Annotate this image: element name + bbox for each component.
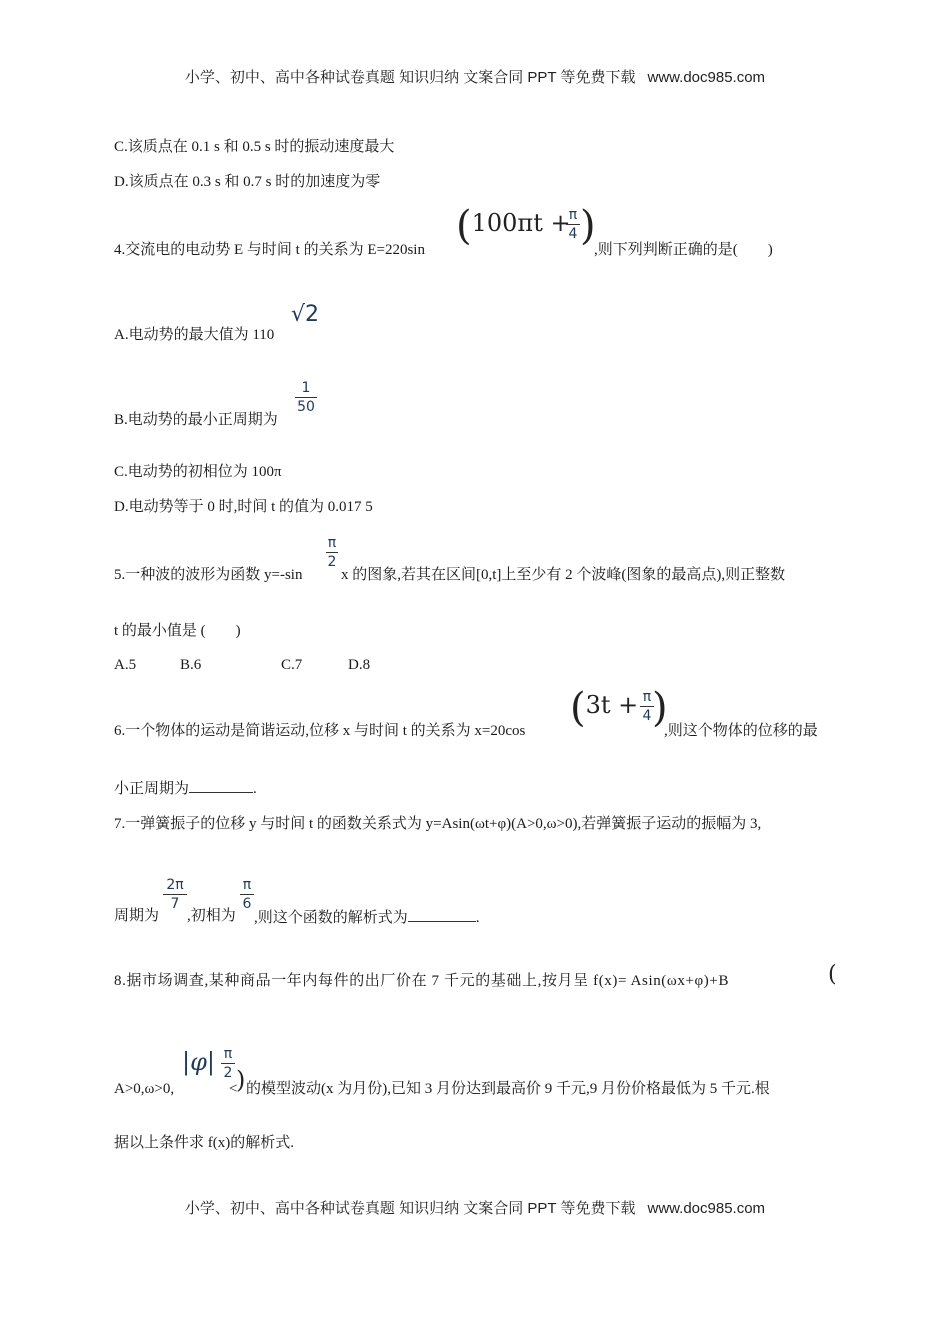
q6-formula: (3t + (570, 685, 639, 731)
q5-stem-post: x 的图象,若其在区间[0,t]上至少有 2 个波峰(图象的最高点),则正整数 (341, 567, 786, 583)
q7-line2-b: ,初相为 (187, 908, 236, 924)
q5-option-d: D.8 (348, 657, 371, 673)
q4-option-a: A.电动势的最大值为 110 (114, 327, 275, 343)
header-text: 小学、初中、高中各种试卷真题 知识归纳 文案合同 PPT 等免费下载 (184, 69, 636, 86)
q6-answer-blank[interactable] (189, 778, 253, 793)
q5-line2: t 的最小值是 ( ) (114, 623, 241, 639)
q3-option-d: D.该质点在 0.3 s 和 0.7 s 时的加速度为零 (114, 174, 381, 190)
q6-stem-pre: 6.一个物体的运动是简谐运动,位移 x 与时间 t 的关系为 x=20cos (114, 723, 526, 739)
q4-formula-fraction: π 4 (566, 208, 580, 241)
q7-phase-fraction: π 6 (240, 878, 254, 911)
q8-abs-phi: |φ| (182, 1048, 215, 1076)
q4-close-paren: ) (580, 203, 596, 249)
q8-lt: < (229, 1081, 238, 1097)
q4-stem-post: ,则下列判断正确的是( ) (594, 242, 773, 258)
q8-line2-a: A>0,ω>0, (114, 1081, 175, 1097)
q4-option-a-sqrt: √2 (291, 302, 320, 327)
header-url: www.doc985.com (647, 69, 766, 86)
q4-option-b-fraction: 1 50 (295, 381, 317, 414)
page-footer (0, 1197, 950, 1218)
q5-fraction: π 2 (327, 535, 337, 570)
q7-period-fraction: 2π 7 (163, 878, 187, 911)
q6-close-paren: ) (652, 685, 668, 731)
q4-formula-main: 100πt + (471, 209, 571, 237)
q6-formula-fraction: π 4 (640, 690, 654, 723)
q7-answer-blank[interactable] (408, 907, 476, 922)
page-header (0, 66, 950, 87)
q3-option-c: C.该质点在 0.1 s 和 0.5 s 时的振动速度最大 (114, 139, 395, 155)
q6-formula-main: 3t + (585, 691, 639, 719)
q4-option-c: C.电动势的初相位为 100π (114, 464, 282, 480)
q8-line2-b: 的模型波动(x 为月份),已知 3 月份达到最高价 9 千元,9 月份价格最低为 5 千元.根 (246, 1081, 770, 1097)
q7-line2: 周期为 (114, 908, 160, 924)
footer-url: www.doc985.com (647, 1200, 766, 1217)
q7-line1: 7.一弹簧振子的位移 y 与时间 t 的函数关系式为 y=Asin(ωt+φ)(A>0,ω>0),若弹簧振子运动的振幅为 3, (114, 816, 762, 832)
q5-stem-pre: 5.一种波的波形为函数 y=-sin (114, 567, 303, 583)
q8-line3: 据以上条件求 f(x)的解析式. (114, 1135, 294, 1151)
q4-option-d: D.电动势等于 0 时,时间 t 的值为 0.017 5 (114, 499, 373, 515)
q4-stem-pre: 4.交流电的电动势 E 与时间 t 的关系为 E=220sin (114, 242, 425, 258)
q6-stem-post: ,则这个物体的位移的最 (664, 723, 818, 739)
q8-fraction: π 2 (221, 1047, 235, 1080)
q8-open-paren: ( (828, 962, 837, 987)
q8-line1: 8.据市场调查,某种商品一年内每件的出厂价在 7 千元的基础上,按月呈 f(x)= Asin(ωx+φ)+B (114, 973, 730, 989)
q6-line2: 小正周期为 . (114, 778, 257, 798)
footer-text: 小学、初中、高中各种试卷真题 知识归纳 文案合同 PPT 等免费下载 (184, 1200, 636, 1217)
q4-stem (114, 241, 425, 259)
q8-close-paren: ) (236, 1066, 246, 1094)
q5-option-c: C.7 (281, 657, 303, 673)
q5-option-b: B.6 (180, 657, 202, 673)
q4-option-b: B.电动势的最小正周期为 (114, 412, 278, 428)
q5-option-a: A.5 (114, 657, 137, 673)
q4-formula: (100πt + (456, 203, 571, 249)
q7-line2-c: ,则这个函数的解析式为 . (254, 907, 480, 927)
